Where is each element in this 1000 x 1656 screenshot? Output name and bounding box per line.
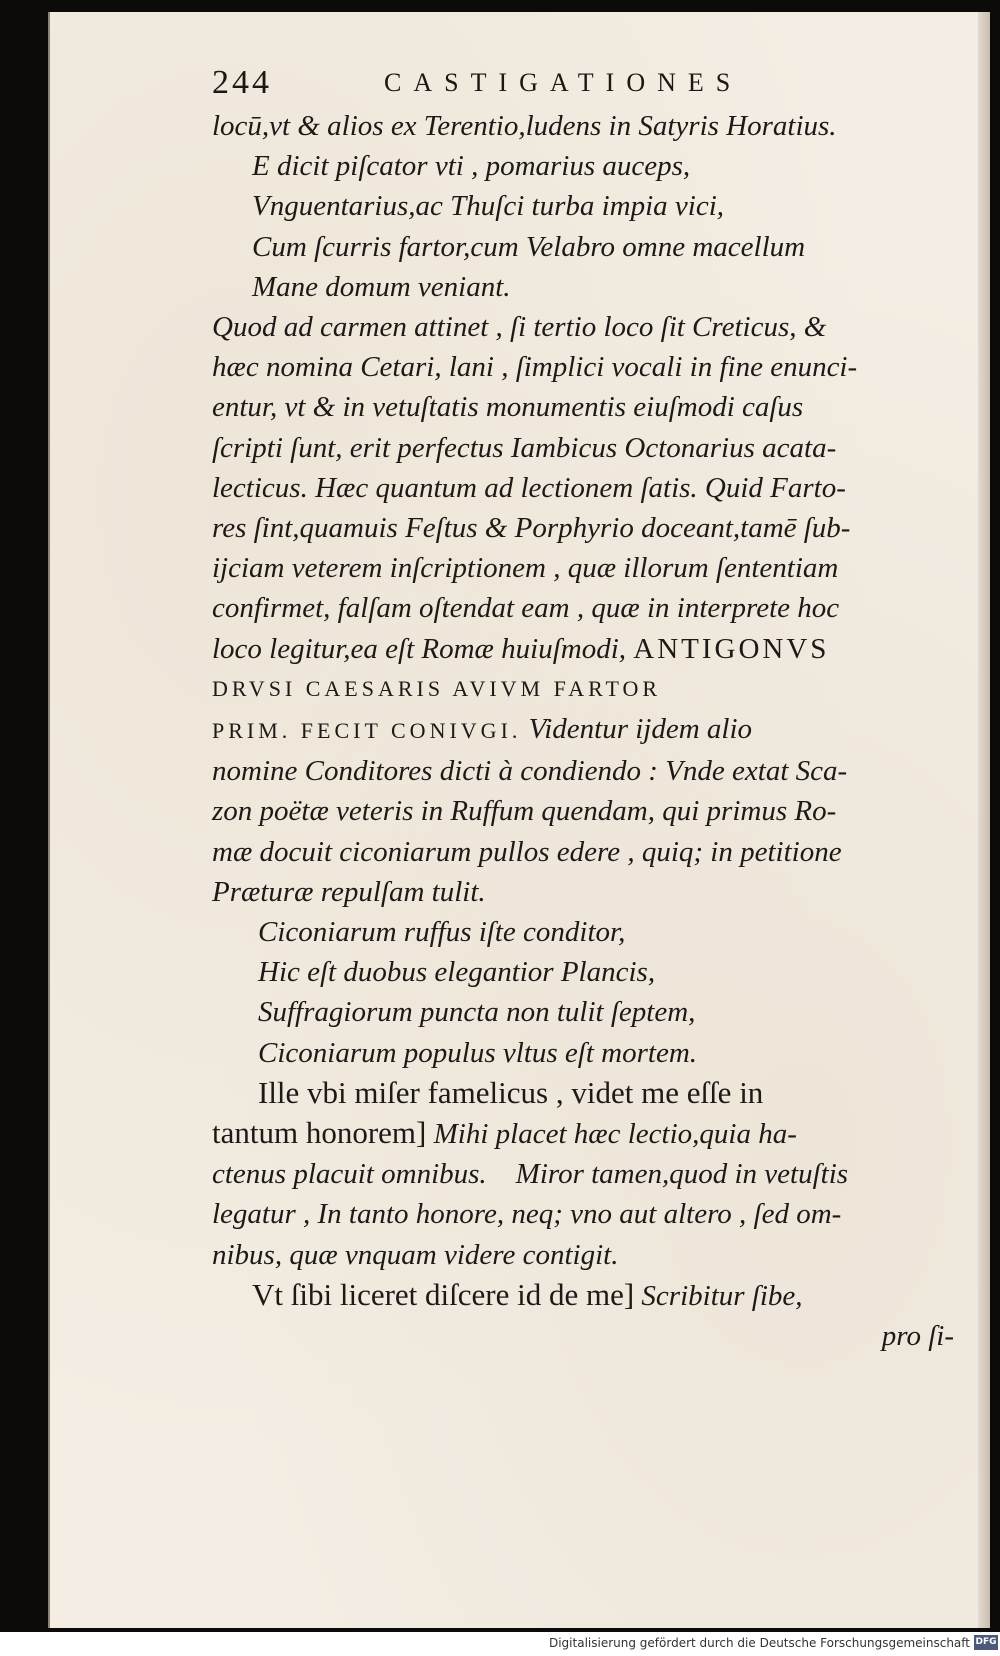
inscription-text: ANTIGONVS xyxy=(633,632,830,665)
text-line: confirmet, falſam oſtendat eam , quæ in interprete hoc xyxy=(212,592,840,625)
text-line: ijciam veterem inſcriptionem , quæ illorum ſententiam xyxy=(212,552,839,585)
text-line xyxy=(212,1275,982,1316)
text-line: locū,vt & alios ex Terentio,ludens in Satyris Horatius. xyxy=(212,110,837,142)
verse-line: E dicit piſcator vti , pomarius auceps, xyxy=(252,150,691,183)
inscription-text: DRVSI CAESARIS AVIVM FARTOR xyxy=(212,675,662,701)
text-line: mæ docuit ciconiarum pullos edere , quiq; in petitione xyxy=(212,835,842,868)
lemma-text: Vt ſibi liceret diſcere id de me] xyxy=(252,1276,635,1312)
funding-credit: Digitalisierung gefördert durch die Deutsche Forschungsgemeinschaft xyxy=(548,1636,970,1650)
text-line: legatur , In tanto honore, neq; vno aut altero , ſed om- xyxy=(212,1198,842,1231)
running-title: CASTIGATIONES xyxy=(384,68,743,97)
catchword: pro ſi- xyxy=(881,1320,954,1353)
text-line: Quod ad carmen attinet , ſi tertio loco ſit Creticus, & xyxy=(212,311,827,344)
text-line: ſcripti ſunt, erit perfectus Iambicus Octonarius acata- xyxy=(212,431,837,464)
verse-line: Vnguentarius,ac Thuſci turba impia vici, xyxy=(252,190,725,223)
footer-bar xyxy=(0,1632,1000,1656)
page-header xyxy=(212,64,872,104)
verse-line: Cum ſcurris fartor,cum Velabro omne macellum xyxy=(252,230,806,263)
text-segment: Mihi placet hæc lectio,quia ha- xyxy=(433,1118,797,1151)
lemma-line: Ille vbi miſer famelicus , videt me eſſe in xyxy=(258,1074,764,1110)
text-line: zon poëtæ veteris in Ruffum quendam, qui primus Ro- xyxy=(212,795,837,828)
text-line xyxy=(212,629,982,669)
verse-line: Suffragiorum puncta non tulit ſeptem, xyxy=(258,996,696,1029)
text-segment: Videntur ijdem alio xyxy=(528,713,753,746)
text-line: nomine Conditores dicti à condiendo : Vnde extat Sca- xyxy=(212,755,848,788)
text-line: lecticus. Hæc quantum ad lectionem ſatis. Quid Farto- xyxy=(212,471,846,504)
text-line: res ſint,quamuis Feſtus & Porphyrio doceant,tamē ſub- xyxy=(212,512,851,545)
main-text xyxy=(212,106,982,1356)
text-line: ctenus placuit omnibus. Miror tamen,quod in vetuſtis xyxy=(212,1158,849,1191)
lemma-text: tantum honorem] xyxy=(212,1115,427,1151)
text-segment: loco legitur,ea eſt Romæ huiuſmodi, xyxy=(212,632,627,665)
verse-line: Hic eſt duobus elegantior Plancis, xyxy=(258,956,656,989)
text-line xyxy=(212,709,982,751)
text-segment: Scribitur ſibe, xyxy=(641,1279,803,1312)
verse-line: Ciconiarum ruffus iſte conditor, xyxy=(258,916,626,949)
dfg-logo-icon: DFG xyxy=(974,1635,998,1650)
text-line xyxy=(212,1113,982,1154)
page-number: 244 xyxy=(212,64,272,101)
text-line: entur, vt & in vetuſtatis monumentis eiuſmodi caſus xyxy=(212,391,804,424)
verse-line: Ciconiarum populus vltus eſt mortem. xyxy=(258,1036,698,1069)
inscription-text: PRIM. FECIT CONIVGI. xyxy=(212,718,522,744)
verse-line: Mane domum veniant. xyxy=(252,270,511,303)
text-line: nibus, quæ vnquam videre contigit. xyxy=(212,1238,619,1271)
text-line: Præturæ repulſam tulit. xyxy=(212,875,486,908)
text-line: hæc nomina Cetari, lani , ſimplici vocali in fine enunci- xyxy=(212,351,858,384)
